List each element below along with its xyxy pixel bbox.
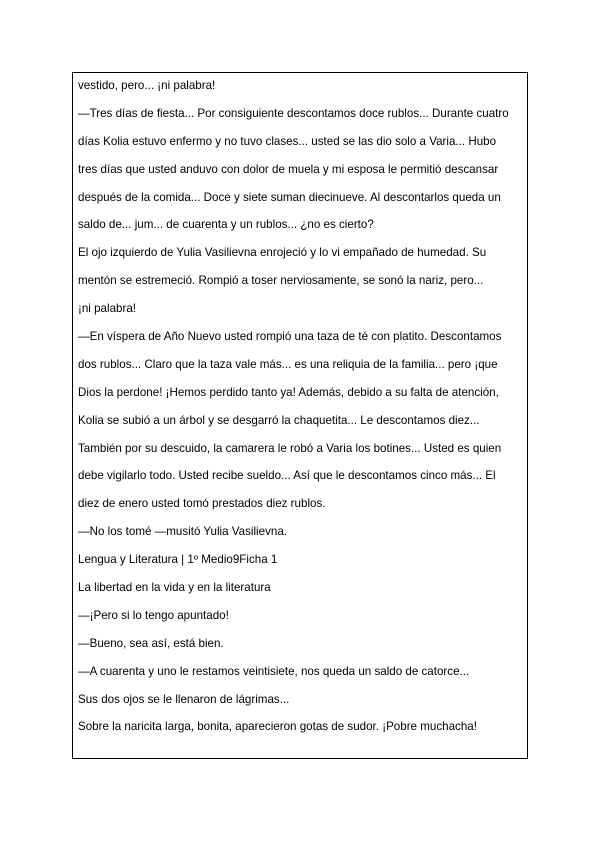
text-line: después de la comida... Doce y siete suman diecinueve. Al descontarlos queda un (78, 190, 501, 204)
text-line: debe vigilarlo todo. Usted recibe sueldo... Así que le descontamos cinco más... El (78, 469, 496, 483)
text-line: Dios la perdone! ¡Hemos perdido tanto ya! Además, debido a su falta de atención, (78, 385, 499, 399)
text-line: Kolia se subió a un árbol y se desgarró la chaquetita... Le descontamos diez... (78, 413, 480, 427)
page-subheader-line: La libertad en la vida y en la literatura (78, 581, 271, 595)
text-line: saldo de... jum... de cuarenta y un rublos... ¿no es cierto? (78, 218, 374, 232)
text-line: vestido, pero... ¡ni palabra! (78, 79, 216, 92)
text-line: —¡Pero si lo tengo apuntado! (78, 608, 229, 622)
text-line: —No los tomé —musitó Yulia Vasilievna. (78, 525, 287, 539)
text-line: ¡ni palabra! (78, 302, 137, 316)
text-line: —Bueno, sea así, está bien. (78, 636, 224, 650)
text-line: tres días que usted anduvo con dolor de muela y mi esposa le permitió descansar (78, 162, 499, 176)
text-line: mentón se estremeció. Rompió a toser nerviosamente, se sonó la nariz, pero... (78, 274, 484, 288)
text-line: Sobre la naricita larga, bonita, aparecieron gotas de sudor. ¡Pobre muchacha! (78, 720, 477, 734)
page-header-line: Lengua y Literatura | 1º Medio9Ficha 1 (78, 553, 278, 567)
document-text (78, 72, 518, 741)
text-line: dos rublos... Claro que la taza vale más... es una reliquia de la familia... pero ¡que (78, 357, 498, 371)
text-line: —Tres días de fiesta... Por consiguiente descontamos doce rublos... Durante cuatro (78, 106, 509, 120)
text-line: —A cuarenta y uno le restamos veintisiete, nos queda un saldo de catorce... (78, 664, 470, 678)
text-line: También por su descuido, la camarera le robó a Varia los botines... Usted es quien (78, 441, 502, 455)
text-line: días Kolia estuvo enfermo y no tuvo clases... usted se las dio solo a Varia... Hubo (78, 134, 497, 148)
text-line: Sus dos ojos se le llenaron de lágrimas... (78, 692, 290, 706)
text-line: El ojo izquierdo de Yulia Vasilievna enrojeció y lo vi empañado de humedad. Su (78, 246, 487, 260)
text-line: diez de enero usted tomó prestados diez rublos. (78, 497, 326, 511)
text-line: —En víspera de Año Nuevo usted rompió una taza de té con platito. Descontamos (78, 330, 502, 344)
